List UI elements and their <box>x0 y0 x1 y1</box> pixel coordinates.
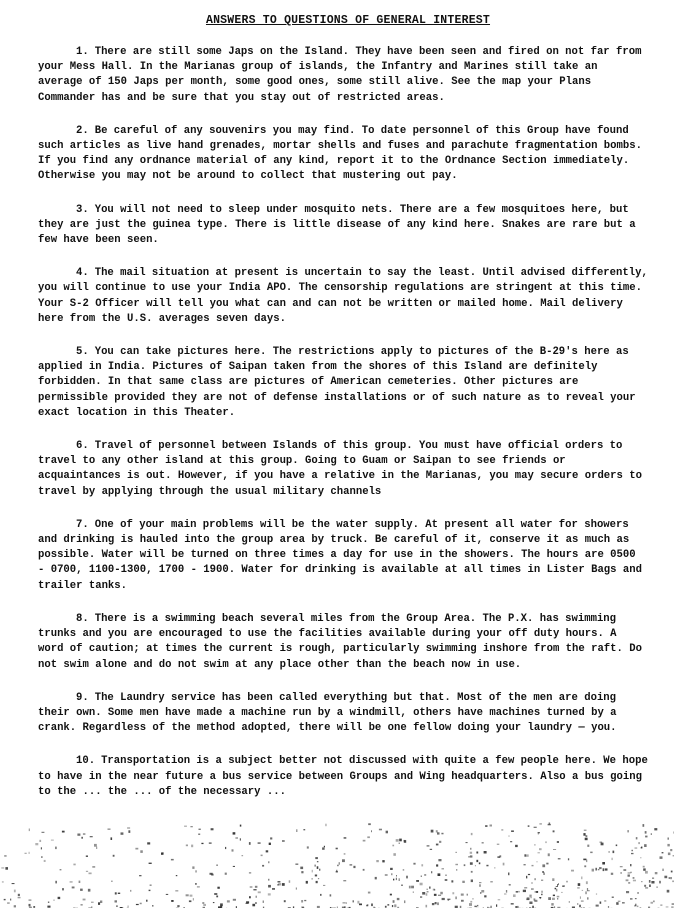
paragraph-8 <box>38 612 648 673</box>
paragraph-3 <box>38 203 648 249</box>
paragraph-text: Transportation is a subject better not discussed with quite a few people here. We hope to have in the near future a bus service between Groups and Wing headquarters. Also a bus going to the ... the ... of the necessary ... <box>38 755 648 798</box>
paragraph-text: One of your main problems will be the water supply. At present all water for showers and drinking is hauled into the group area by truck. Be careful of it, conserve it as much as possible. Water will be turned on three times a day for use in the showers. The hours are 0500 - 0700, 1100-1300, 1700 - 1900. Water for drinking is available at all times in Lister Bags and trailer tanks. <box>38 518 642 592</box>
paragraph-text: The Laundry service has been called everything but that. Most of the men are doing their own. Some men have made a machine run by a windmill, others have machines turned by a crank. Regardless of the method adopted, there will be one fellow doing your laundry — you. <box>38 691 617 735</box>
paragraph-number: 4. <box>76 267 89 280</box>
paragraph-text: Be careful of any souvenirs you may find. To date personnel of this Group have found such articles as live hand grenades, mortar shells and fuses and parachute fragmentation bombs. If you find any ordnance material of any kind, report it to the Ordnance Section immediately. Otherwise you may not be around to collect that mustering out pay. <box>38 124 642 183</box>
paragraph-text: You can take pictures here. The restrictions apply to pictures of the B-29's here as applied in India. Pictures of Saipan taken from the shores of this Island are definitely forbidden. In that same class are pictures of American cemeteries. Other pictures are permissible provided they are not of defense installations or of such nature as to reveal your exact location in this Theater. <box>38 346 636 419</box>
paragraph-9 <box>38 691 648 737</box>
paragraph-7 <box>38 518 648 594</box>
paragraph-text: You will not need to sleep under mosquito nets. There are a few mosquitoes here, but they are just the guinea type. There is little disease of any kind here. Snakes are rare but a few have been seen. <box>38 203 636 247</box>
paragraph-6 <box>38 439 648 500</box>
paragraph-text: Travel of personnel between Islands of this group. You must have official orders to travel to any other island at this group. Going to Guam or Saipan to see friends or acquaintances is out. However, if you have a relative in the Marianas, you may secure orders to travel by applying through the usual military channels <box>38 440 642 498</box>
paragraph-number: 6. <box>76 440 89 453</box>
paragraph-10 <box>38 754 648 800</box>
paragraph-number: 3. <box>76 203 89 216</box>
paragraph-text: There are still some Japs on the Island. They have been seen and fired on not far from your Mess Hall. In the Marianas group of islands, the Infantry and Marines still take an average of 150 Japs per month, some good ones, some still alive. See the map your Plans Commander has and be sure that you stay out of restricted areas. <box>38 46 642 104</box>
paragraph-number: 5. <box>76 346 89 359</box>
document-title: ANSWERS TO QUESTIONS OF GENERAL INTEREST <box>205 14 491 27</box>
paragraph-1 <box>38 45 648 106</box>
paragraph-2 <box>38 124 648 185</box>
paragraph-text: There is a swimming beach several miles from the Group Area. The P.X. has swimming trunks and you are encouraged to use the facilities available during your off duty hours. A word of caution; at times the current is rough, particularly swimming inshore from the raft. Do not swim alone and do not swim at any place other than the beach now in use. <box>38 612 642 671</box>
paragraph-5 <box>38 345 648 421</box>
paragraph-number: 1. <box>76 46 89 58</box>
paragraph-number: 9. <box>76 691 89 704</box>
paragraph-number: 7. <box>76 518 89 531</box>
paragraph-number: 2. <box>76 124 89 137</box>
paragraph-number: 10. <box>76 755 96 768</box>
paragraph-text: The mail situation at present is uncertain to say the least. Until advised differently, you will continue to use your India APO. The censorship regulations are stringent at this time. Your S-2 Officer will tell you what can and can not be written or mailed home. Mail delivery here from the U.S. averages seven days. <box>38 267 648 325</box>
paragraph-number: 8. <box>76 612 89 625</box>
paragraph-4 <box>38 266 648 327</box>
